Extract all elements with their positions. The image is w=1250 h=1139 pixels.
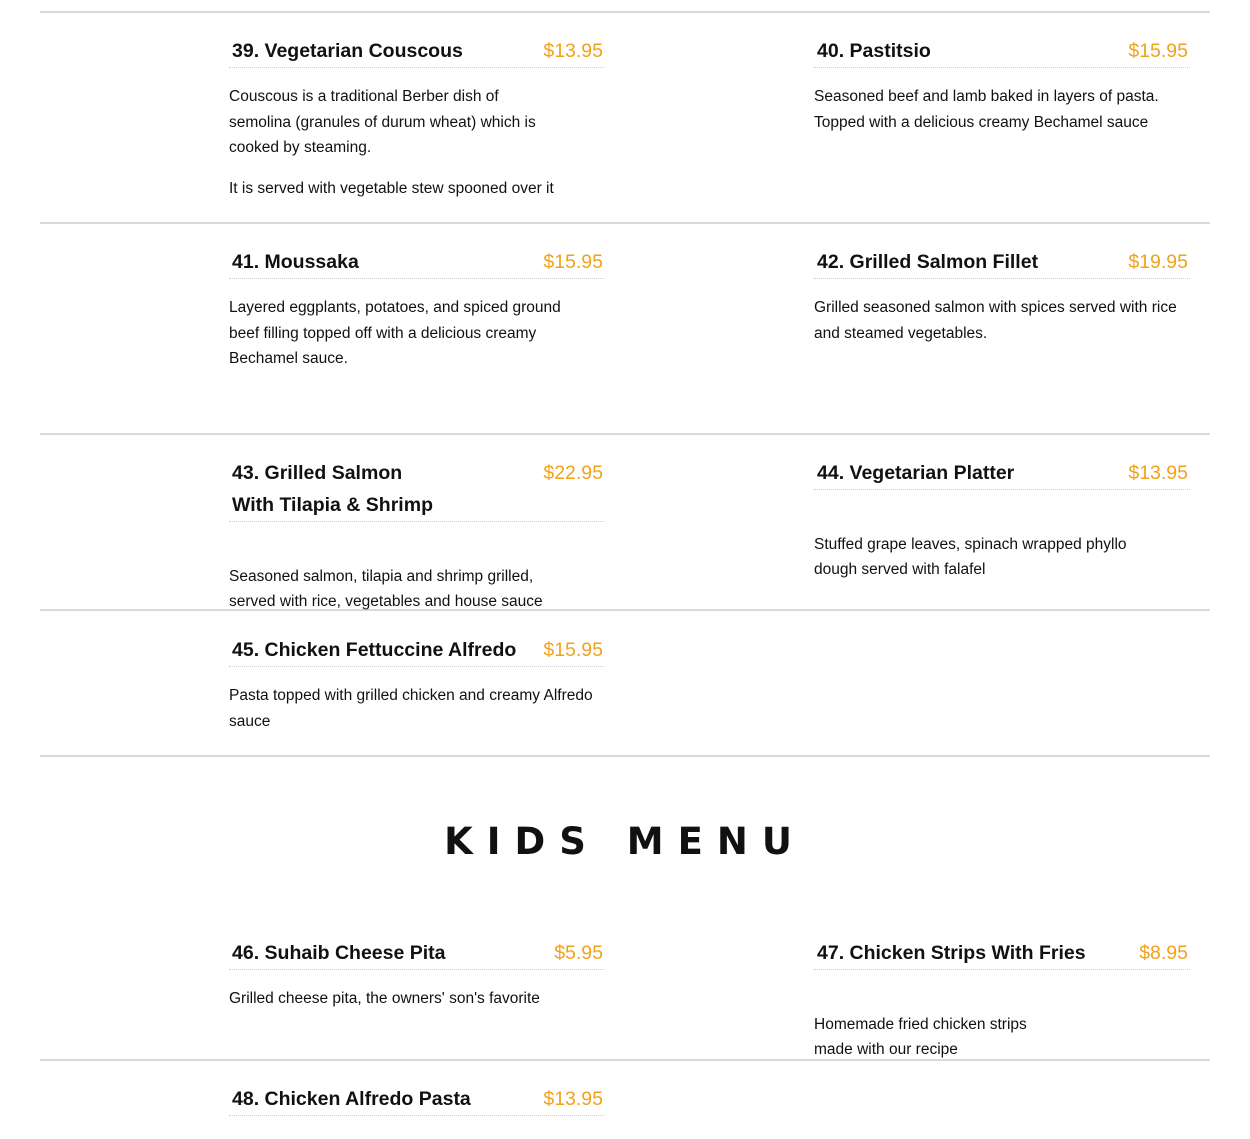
- menu-item-description: [814, 295, 1179, 346]
- menu-item-header: [814, 937, 1190, 970]
- menu-item-name: 47. Chicken Strips With Fries: [817, 942, 1086, 964]
- menu-item-price: $13.95: [543, 40, 603, 62]
- menu-item-description: [814, 986, 1174, 1103]
- menu-item-39: [229, 35, 605, 216]
- description-paragraph: Grilled cheese pita, the owners' son's favorite: [229, 990, 540, 1007]
- menu-item-45: [229, 634, 605, 749]
- menu-item-name: 45. Chicken Fettuccine Alfredo: [232, 639, 517, 661]
- divider: [40, 11, 1210, 13]
- menu-item-header: [229, 246, 605, 279]
- menu-item-price: $5.95: [554, 942, 603, 964]
- menu-item-header: [814, 457, 1190, 490]
- menu-item-40: [814, 35, 1190, 150]
- menu-item-header: [229, 937, 605, 970]
- description-paragraph: Stuffed grape leaves, spinach wrapped phyllo dough served with falafel: [814, 535, 1127, 578]
- menu-item-price: $22.95: [543, 462, 603, 484]
- divider: [40, 433, 1210, 435]
- menu-item-header: [814, 246, 1190, 279]
- menu-item-price: $15.95: [1128, 40, 1188, 62]
- menu-item-48: [229, 1083, 605, 1116]
- menu-item-price: $19.95: [1128, 251, 1188, 273]
- description-paragraph: Homemade fried chicken strips made with our recipe: [814, 1015, 1027, 1058]
- menu-item-43: [229, 457, 605, 655]
- menu-item-description: [814, 84, 1159, 135]
- description-paragraph: Seasoned salmon, tilapia and shrimp grilled, served with rice, vegetables and house sauce: [229, 567, 543, 610]
- description-paragraph: Couscous is a traditional Berber dish of semolina (granules of durum wheat) which is cooked by steaming.: [229, 88, 536, 156]
- menu-item-name: 43. Grilled Salmon With Tilapia & Shrimp: [232, 462, 433, 516]
- menu-item-name: 46. Suhaib Cheese Pita: [232, 942, 446, 964]
- description-paragraph: Seasoned beef and lamb baked in layers of pasta. Topped with a delicious creamy Bechamel sauce: [814, 88, 1159, 131]
- menu-item-price: $15.95: [543, 251, 603, 273]
- divider: [40, 222, 1210, 224]
- menu-item-description: [229, 986, 589, 1012]
- menu-item-name: 48. Chicken Alfredo Pasta: [232, 1088, 471, 1110]
- kids-menu-title: KIDS MENU: [444, 820, 806, 863]
- menu-item-price: $13.95: [1128, 462, 1188, 484]
- menu-item-name: 40. Pastitsio: [817, 40, 931, 62]
- menu-item-price: $8.95: [1139, 942, 1188, 964]
- menu-item-name: 44. Vegetarian Platter: [817, 462, 1015, 484]
- menu-item-header: [229, 1083, 605, 1116]
- menu-item-description: [229, 84, 564, 201]
- menu-item-description: [229, 683, 594, 734]
- menu-item-47: [814, 937, 1190, 1103]
- menu-item-name: 39. Vegetarian Couscous: [232, 40, 463, 62]
- description-paragraph: Grilled seasoned salmon with spices served with rice and steamed vegetables.: [814, 299, 1177, 342]
- description-paragraph: It is served with vegetable stew spooned over it: [229, 179, 554, 197]
- menu-item-44: [814, 457, 1190, 623]
- menu-item-header: [229, 457, 605, 522]
- menu-item-header: [814, 35, 1190, 68]
- menu-item-price: $13.95: [543, 1088, 603, 1110]
- menu-item-header: [229, 35, 605, 68]
- menu-item-description: [229, 295, 594, 372]
- menu-item-46: [229, 937, 605, 1027]
- description-paragraph: Pasta topped with grilled chicken and creamy Alfredo sauce: [229, 687, 593, 730]
- menu-item-description: [814, 506, 1174, 623]
- divider: [40, 755, 1210, 757]
- menu-item-price: $15.95: [543, 639, 603, 661]
- menu-item-41: [229, 246, 605, 387]
- menu-item-name: 41. Moussaka: [232, 251, 359, 273]
- menu-item-header: [229, 634, 605, 667]
- menu-item-42: [814, 246, 1190, 361]
- description-paragraph: Layered eggplants, potatoes, and spiced ground beef filling topped off with a delicious creamy Bechamel sauce.: [229, 299, 561, 367]
- menu-item-name: 42. Grilled Salmon Fillet: [817, 251, 1039, 273]
